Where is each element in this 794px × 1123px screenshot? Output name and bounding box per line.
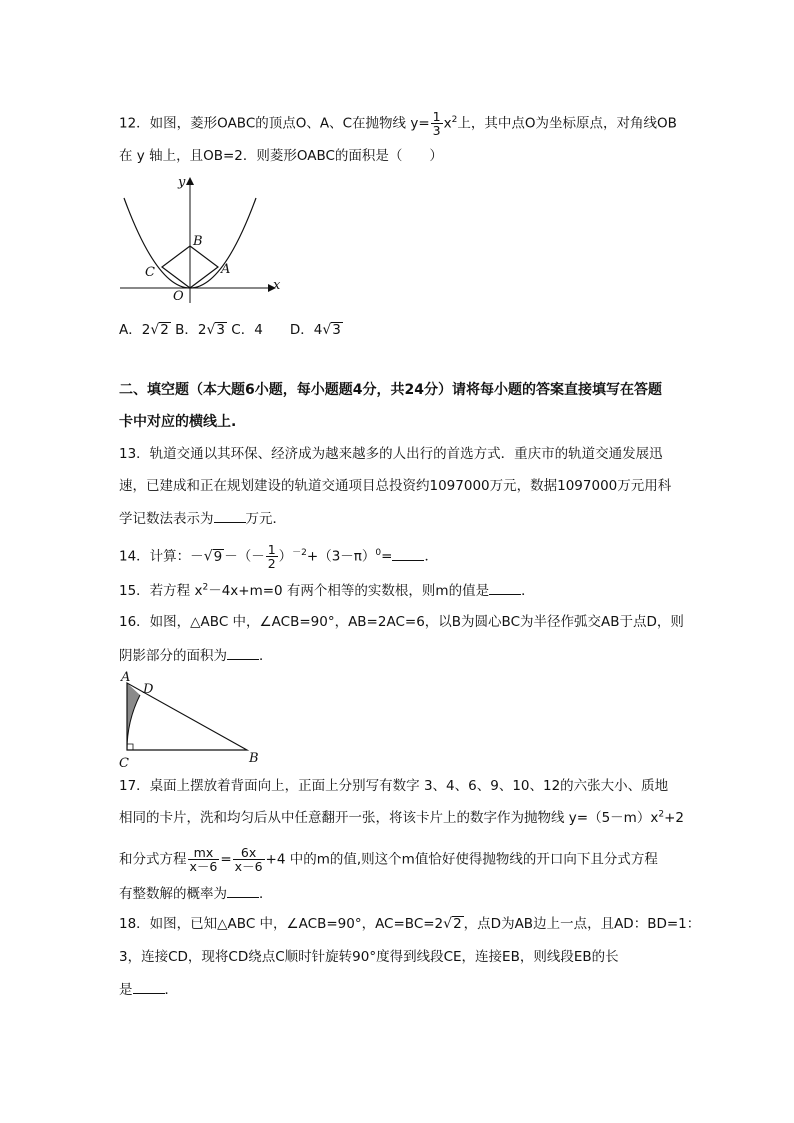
label-y: y — [178, 175, 186, 190]
y-axis-arrow — [186, 177, 194, 185]
q12-options: A．2√2 B．2√3 C．4 D．4√3 — [119, 322, 341, 338]
q15-line: 15．若方程 $x^2-4x+m=0$ 有两个相等的实数根，则m的值是 ． — [119, 580, 535, 601]
label-c: C — [145, 265, 155, 280]
q13-line-3: 学记数法表示为 万元． — [119, 508, 286, 529]
answer-blank[interactable] — [227, 645, 259, 660]
q16-triangle-figure — [115, 668, 265, 774]
answer-blank[interactable] — [227, 883, 259, 898]
label-c: C — [119, 756, 129, 771]
q17-line-4: 有整数解的概率为 ． — [119, 883, 273, 904]
q12-parabola-figure — [118, 173, 286, 305]
right-angle-mark — [127, 744, 133, 750]
fraction-mx: $\frac{mx}{x-6}$ — [189, 845, 218, 874]
label-b: B — [193, 234, 203, 249]
q12-line-1: 12．如图，菱形OABC的顶点O、A、C在抛物线 y= $\frac{1}{3}$ $x^2$上，其中点O为坐标原点，对角线OB — [119, 109, 677, 138]
q16-line-1: 16．如图，△ABC 中，∠ACB=90°，AB=2AC=6，以B为圆心BC为半径作弧交AB于点D，则 — [119, 614, 684, 630]
q18-line-2: 3，连接CD，现将CD绕点C顺时针旋转90°度得到线段CE，连接EB，则线段EB的长 — [119, 949, 619, 965]
section2-heading-2: 卡中对应的横线上. — [119, 414, 237, 430]
answer-blank[interactable] — [133, 979, 165, 994]
fraction-6x: $\frac{6x}{x-6}$ — [234, 845, 263, 874]
label-x: x — [273, 278, 281, 293]
section2-heading-1: 二、填空题（本大题6小题，每小题题4分，共24分）请将每小题的答案直接填写在答题 — [119, 382, 662, 398]
label-b: B — [249, 751, 259, 766]
q18-line-3: 是 ． — [119, 979, 178, 1000]
fraction-one-third: $\frac{1}{3}$ — [432, 109, 441, 138]
label-a: A — [221, 262, 231, 277]
q17-line-2: 相同的卡片，洗和均匀后从中任意翻开一张，将该卡片上的数字作为抛物线 $y=(5-m)x^2+2$ — [119, 809, 684, 826]
label-d: D — [143, 682, 154, 697]
label-o: O — [173, 289, 184, 304]
q14-line: 14．计算：－√9 －（－ $\frac{1}{2}$ ）$^{-2}+(3-\pi)^0=$ ． — [119, 542, 438, 571]
q13-line-1: 13．轨道交通以其环保、经济成为越来越多的人出行的首选方式．重庆市的轨道交通发展迅 — [119, 446, 663, 462]
answer-blank[interactable] — [489, 580, 521, 595]
shaded-region — [127, 683, 140, 750]
q13-line-2: 速，已建成和正在规划建设的轨道交通项目总投资约1097000万元，数据1097000万元用科 — [119, 478, 672, 494]
label-a: A — [121, 670, 131, 685]
answer-blank[interactable] — [214, 508, 246, 523]
q16-line-2: 阴影部分的面积为 ． — [119, 645, 273, 666]
fraction-one-half: $\frac{1}{2}$ — [267, 542, 276, 571]
q18-line-1: 18．如图，已知△ABC 中，∠ACB=90°，AC=BC=2√2 ，点D为AB边上一点，且AD：BD=1： — [119, 916, 701, 932]
q17-line-1: 17．桌面上摆放着背面向上，正面上分别写有数字 3、4、6、9、10、12的六张大小、质地 — [119, 778, 669, 794]
q12-line-2: 在 y 轴上，且OB=2．则菱形OABC的面积是（ ） — [119, 148, 443, 164]
answer-blank[interactable] — [392, 546, 424, 561]
q17-line-3: 和分式方程 $\frac{mx}{x-6}$ = $\frac{6x}{x-6}$ +4 中的m的值,则这个m值恰好使得抛物线的开口向下且分式方程 — [119, 845, 658, 874]
